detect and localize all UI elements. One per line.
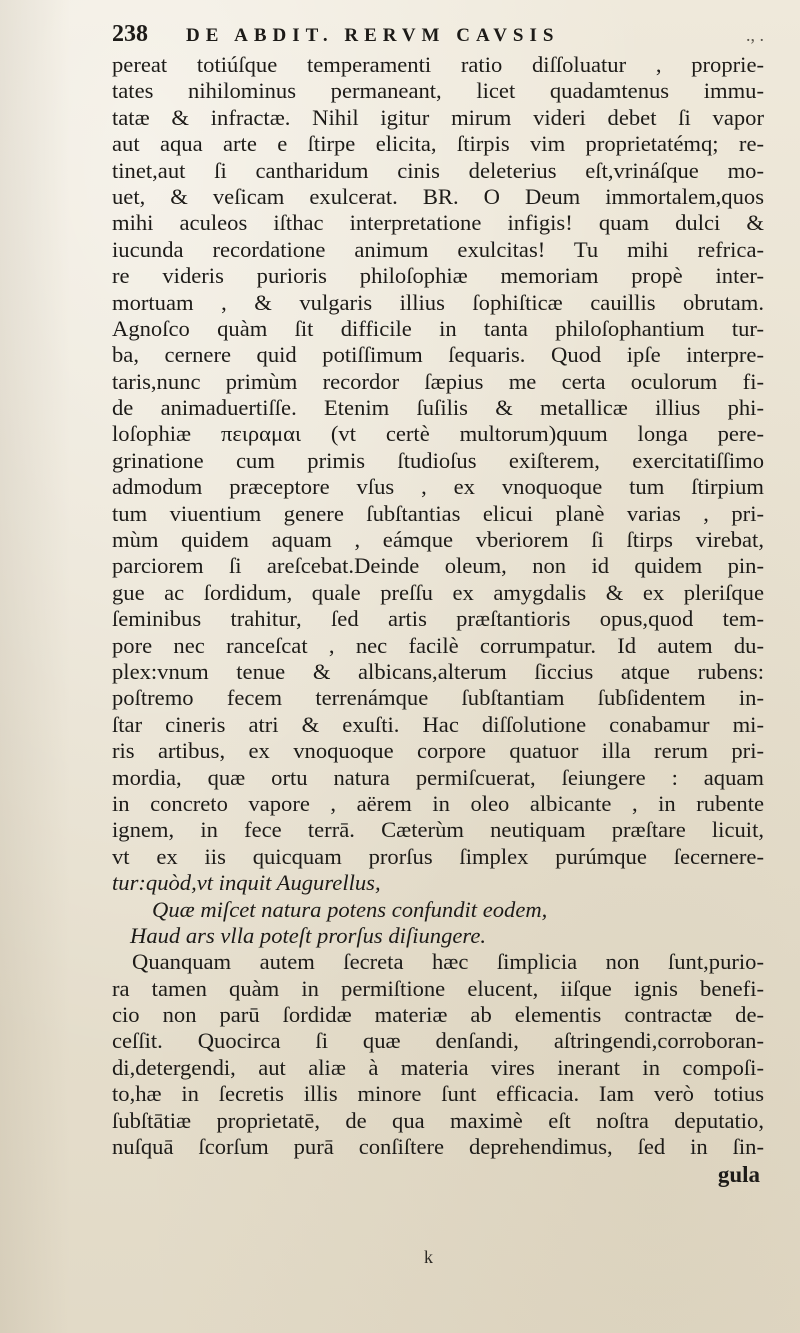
verse-line: Quæ miſcet natura potens confundit eodem, (152, 896, 548, 922)
catchword: gula (717, 1162, 760, 1188)
text-line: iucunda recordatione animum exulcitas! Tu mihi refrica- (112, 236, 764, 262)
text-line: tates nihilominus permaneant, licet quadamtenus immu- (112, 78, 764, 104)
signature-mark: k (424, 1247, 433, 1267)
text-line: tatæ & infractæ. Nihil igitur mirum videri debet ſi vapor (112, 104, 764, 130)
text-line: tur:quòd,vt inquit Augurellus, (112, 870, 381, 896)
text-line: loſophiæ πειραμαι (vt certè multorum)quum longa pere- (112, 421, 764, 447)
text-line: de animaduertiſſe. Etenim ſuſilis & metallicæ illius phi- (112, 395, 764, 421)
text-line: to,hæ in ſecretis illis minore ſunt efficacia. Iam verò totius (112, 1081, 764, 1107)
text-line: pereat totiúſque temperamenti ratio diſſoluatur , proprie- (112, 52, 764, 77)
text-line: Quanquam autem ſecreta hæc ſimplicia non ſunt,purio- (132, 949, 764, 975)
text-line: tum viuentium genere ſubſtantias elicui planè varias , pri- (112, 500, 764, 526)
text-line: ſtar cineris atri & exuſti. Hac diſſolutione conabamur mi- (112, 711, 764, 737)
text-line: admodum præceptore vſus , ex vnoquoque tum ſtirpium (112, 474, 764, 500)
text-line: Agnoſco quàm ſit difficile in tanta philoſophantium tur- (112, 315, 764, 341)
text-line: poſtremo fecem terrenámque ſubſtantiam ſubſidentem in- (112, 685, 764, 711)
text-line: aut aqua arte e ſtirpe elicita, ſtirpis vim proprietatémq; re- (112, 131, 764, 157)
text-line: di,detergendi, aut aliæ à materia vires inerant in compoſi- (112, 1054, 764, 1080)
text-line: ſeminibus trahitur, ſed artis præſtantioris opus,quod tem- (112, 606, 764, 632)
text-line: ſubſtātiæ proprietatē, de qua maximè eſt noſtra deputatio, (112, 1107, 764, 1133)
text-line: in concreto vapore , aërem in oleo albicante , in rubente (112, 790, 764, 816)
text-line: ceſſit. Quocirca ſi quæ denſandi, aſtringendi,corroboran- (112, 1028, 764, 1054)
page-number: 238 (112, 21, 148, 47)
text-line: cio non parū ſordidæ materiæ ab elementis contractæ de- (112, 1002, 764, 1028)
text-line: mordia, quæ ortu natura permiſcuerat, ſeiungere : aquam (112, 764, 764, 790)
text-line: re videris purioris philoſophiæ memoriam propè inter- (112, 263, 764, 289)
text-line: nuſquā ſcorſum purā conſiſtere deprehendimus, ſed in ſin- (112, 1134, 764, 1160)
text-line: gue ac ſordidum, quale preſſu ex amygdalis & ex pleriſque (112, 579, 764, 605)
running-title: DE ABDIT. RERVM CAVSIS (186, 25, 560, 46)
text-line: ba, cernere quid potiſſimum ſequaris. Quod ipſe interpre- (112, 342, 764, 368)
text-line: mihi aculeos iſthac interpretatione infigis! quam dulci & (112, 210, 764, 236)
text-line: pore nec ranceſcat , nec facilè corrumpatur. Id autem du- (112, 632, 764, 658)
verse-line: Haud ars vlla poteſt prorſus diſiungere. (130, 922, 487, 948)
text-line: parciorem ſi areſcebat.Deinde oleum, non id quidem pin- (112, 553, 764, 579)
text-line: vt ex iis quicquam prorſus ſimplex purúmque ſecernere- (112, 843, 764, 869)
text-line: tinet,aut ſi cantharidum cinis deleterius eſt,vrináſque mo- (112, 157, 764, 183)
text-line: ris artibus, ex vnoquoque corpore quatuor illa rerum pri- (112, 738, 764, 764)
text-line: grinatione cum primis ſtudioſus exiſterem, exercitatiſſimo (112, 447, 764, 473)
text-line: plex:vnum tenue & albicans,alterum ſiccius atque rubens: (112, 658, 764, 684)
text-line: ra tamen quàm in permiſtione elucent, iiſque ignis benefi- (112, 975, 764, 1001)
text-line: mùm quidem aquam , eámque vberiorem ſi ſtirps virebat, (112, 527, 764, 553)
body-text (112, 52, 764, 1160)
text-line: taris,nunc primùm recordor ſæpius me certa oculorum fi- (112, 368, 764, 394)
running-head (112, 18, 764, 50)
text-line: mortuam , & vulgaris illius ſophiſticæ cauillis obrutam. (112, 289, 764, 315)
running-mark: ., . (746, 25, 764, 45)
text-line: uet, & veſicam exulcerat. BR. O Deum immortalem,quos (112, 183, 764, 209)
text-line: ignem, in fece terrā. Cæterùm neutiquam præſtare licuit, (112, 817, 764, 843)
